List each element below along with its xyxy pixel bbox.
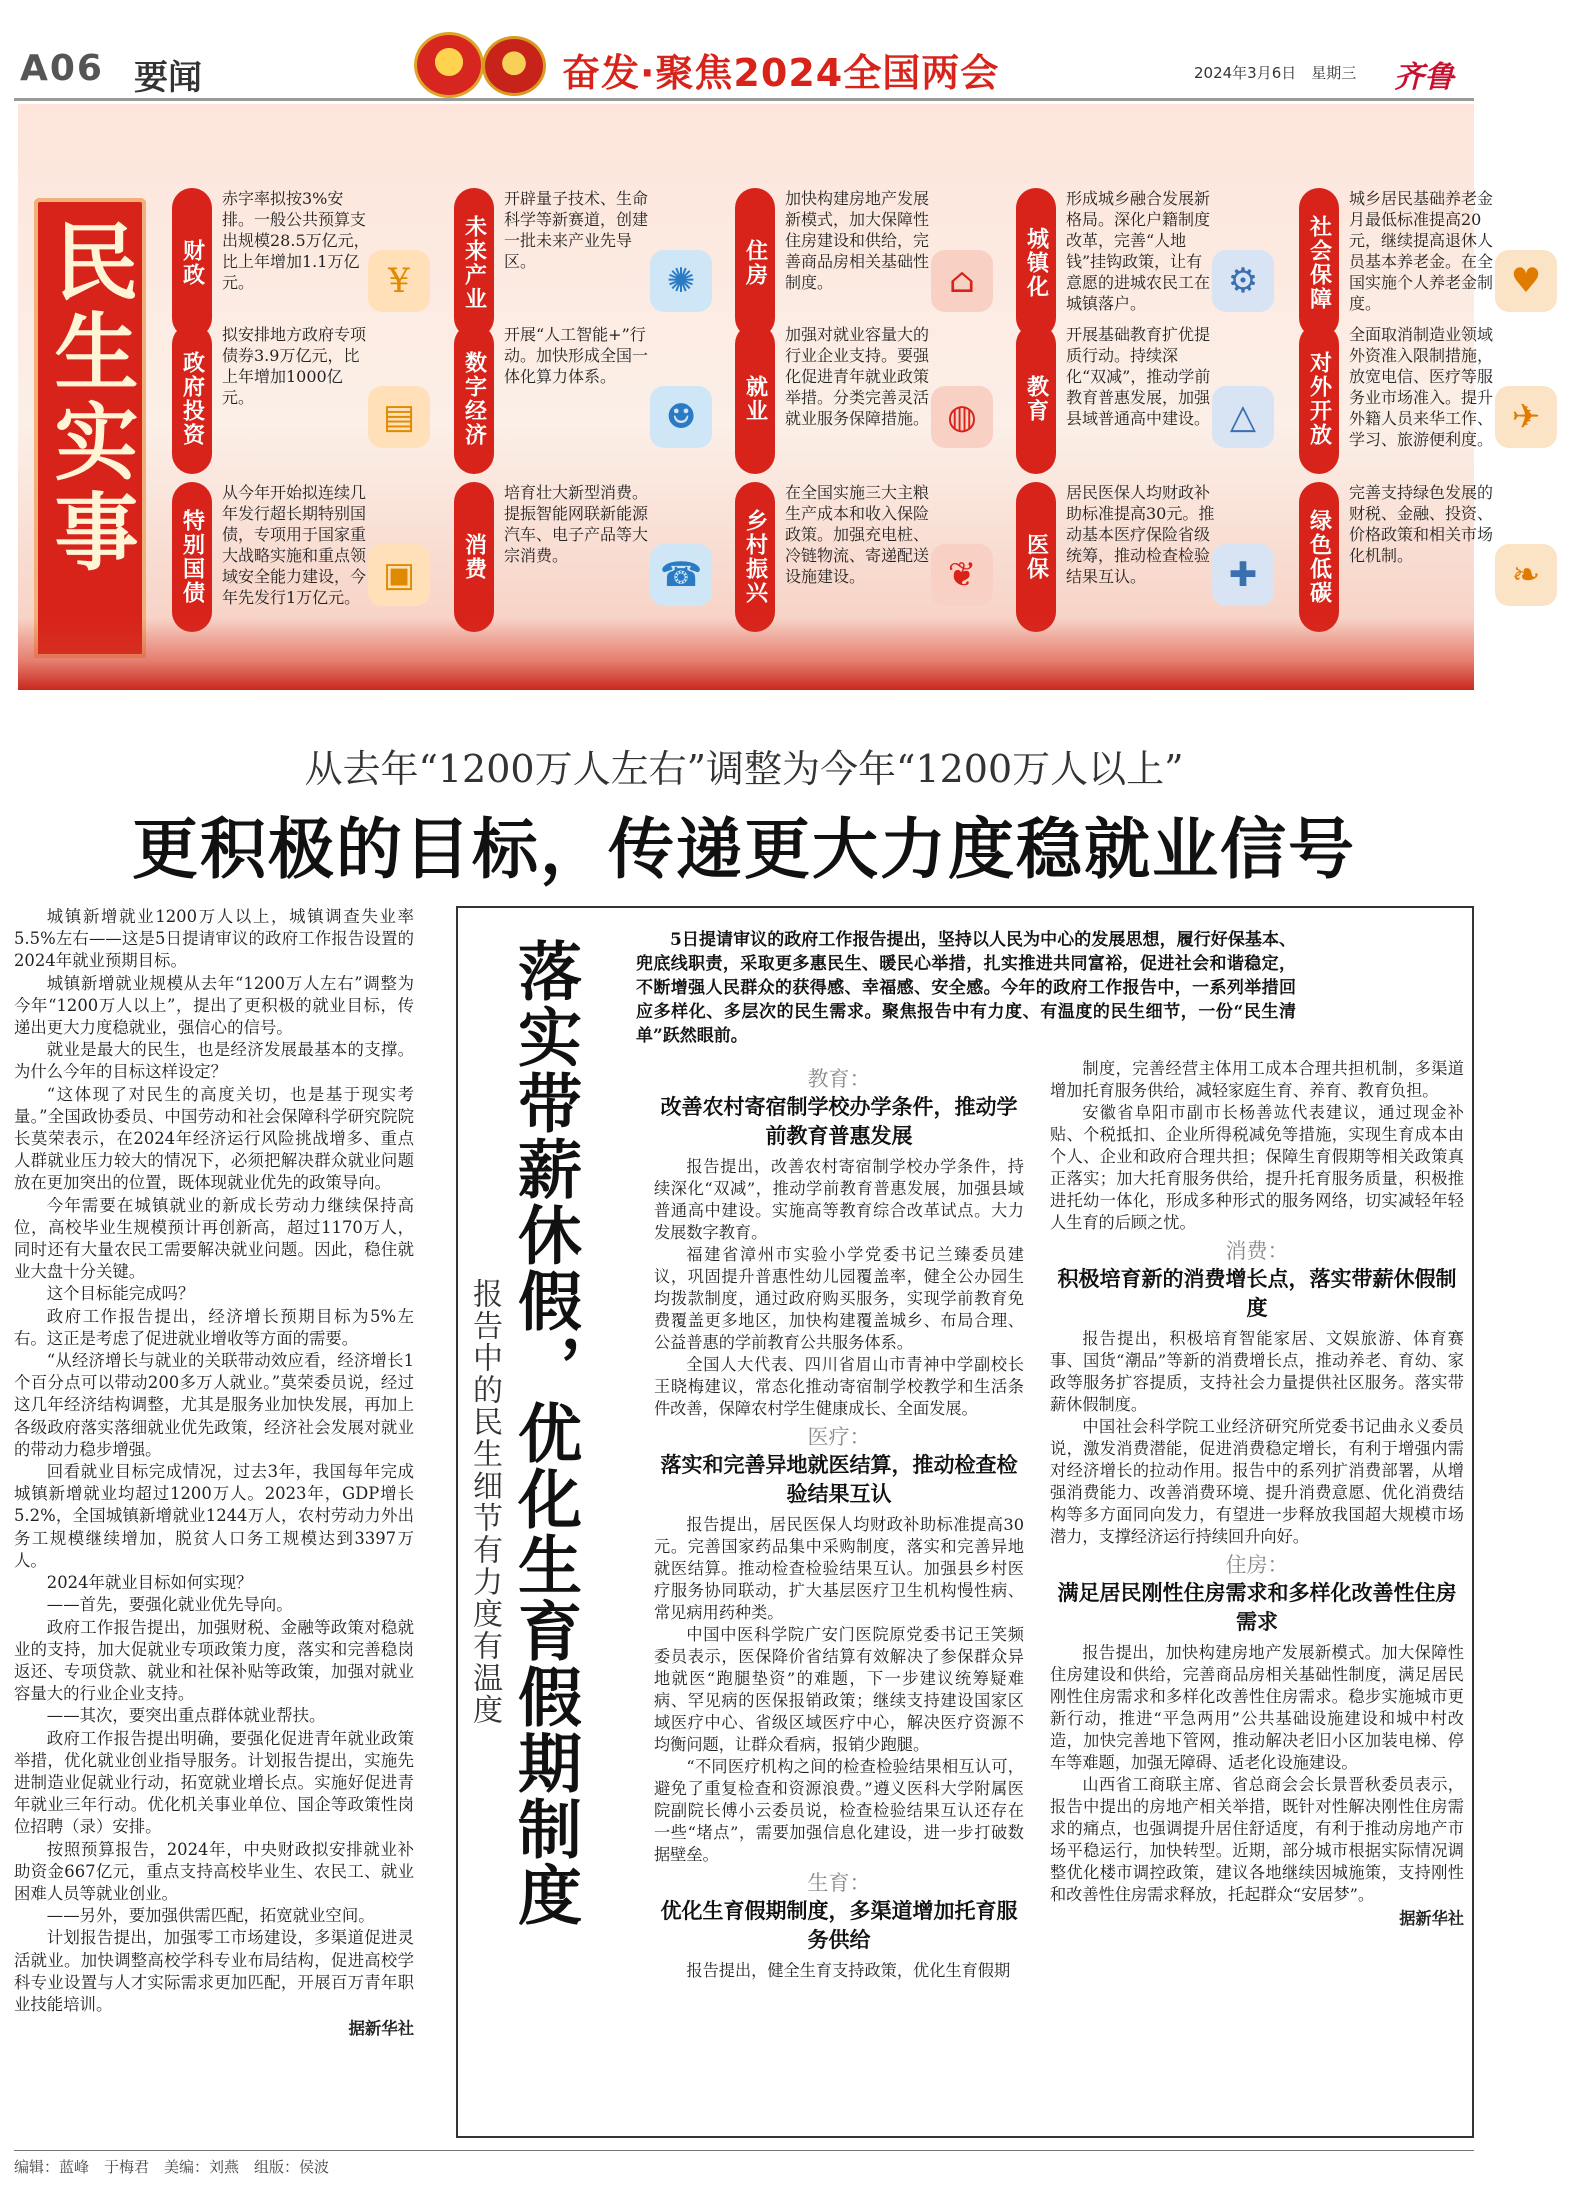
cell-tag: 社会保障 — [1299, 188, 1339, 338]
editor-credits: 编辑：蓝峰 于梅君 美编：刘燕 组版：侯波 — [14, 2158, 330, 2176]
feature-lead: 5日提请审议的政府工作报告提出，坚持以人民为中心的发展思想，履行好保基本、兜底线职责，采取更多惠民生、暖民心举措，扎实推进共同富裕，促进社会和谐稳定，不断增强人民群众的获得感、幸福感、安全感。今年的政府工作报告中，一系列举措回应多样化、多层次的民生需求。聚焦报告中有力度、有温度的民生细节，一份“民生清单”跃然眼前。 — [636, 930, 1296, 1046]
cell-tag: 数字经济 — [454, 324, 494, 474]
article-paragraph: “这体现了对民生的高度关切，也是基于现实考量。”全国政协委员、中国劳动和社会保障科学研究院院长莫荣表示，在2024年经济运行风险挑战增多、重点人群就业压力较大的情况下，必须把解决群众就业问题放在更加突出的位置，既体现就业优先的政策导向。 — [14, 1084, 414, 1193]
house-icon: ⌂ — [931, 250, 993, 312]
article-headline: 更积极的目标，传递更大力度稳就业信号 — [132, 810, 1356, 888]
cell-text: 加快构建房地产发展新模式，加大保障性住房建设和供给，完善商品房相关基础性制度。 — [785, 189, 930, 292]
cell-tag: 特别国债 — [172, 482, 212, 632]
article-paragraph: 政府工作报告提出明确，要强化促进青年就业政策举措，优化就业创业指导服务。计划报告提出，实施先进制造业促就业行动，拓宽就业增长点。实施好促进青年就业三年行动。优化机关事业单位、国企等政策性岗位招聘（录）安排。 — [14, 1728, 414, 1837]
cell-text: 形成城乡融合发展新格局。深化户籍制度改革，完善“人地钱”挂钩政策，让有意愿的进城农民工在城镇落户。 — [1066, 189, 1211, 313]
livelihood-infographic — [18, 104, 1542, 690]
cell-tag: 消费 — [454, 482, 494, 632]
bond-icon: ▣ — [368, 544, 430, 606]
cell-tag: 住房 — [735, 188, 775, 338]
cell-text: 开辟量子技术、生命科学等新赛道，创建一批未来产业先导区。 — [504, 189, 649, 271]
cell-text: 完善支持绿色发展的财税、金融、投资、价格政策和相关市场化机制。 — [1349, 483, 1494, 565]
page-number: A06 — [20, 48, 104, 89]
infographic-cell — [735, 324, 1005, 484]
section-paragraph: 全国人大代表、四川省眉山市青神中学副校长王晓梅建议，常态化推动寄宿制学校教学和生活条件改善，保障农村学生健康成长、全面发展。 — [654, 1355, 1024, 1418]
article-paragraph: ——另外，要加强供需匹配，拓宽就业空间。 — [46, 1906, 375, 1926]
infographic-cell — [454, 324, 724, 484]
article-paragraph: 按照预算报告，2024年，中央财政拟安排就业补助资金667亿元，重点支持高校毕业生、农民工、就业困难人员等就业创业。 — [14, 1839, 414, 1903]
cell-tag: 绿色低碳 — [1299, 482, 1339, 632]
section-title: 落实和完善异地就医结算，推动检查检验结果互认 — [660, 1452, 1018, 1506]
cell-text: 培育壮大新型消费。提振智能网联新能源汽车、电子产品等大宗消费。 — [504, 483, 649, 565]
feature-headline: 落实带薪休假，优化生育假期制度 — [507, 938, 582, 1928]
infographic-cell — [172, 324, 442, 484]
wheat-icon: ❦ — [931, 544, 993, 606]
robot-icon: ☻ — [650, 386, 712, 448]
section-label: 教育： — [807, 1067, 871, 1091]
section-label: 住房： — [1225, 1553, 1289, 1577]
cell-text: 城乡居民基础养老金月最低标准提高20元，继续提高退休人员基本养老金。在全国实施个人养老金制度。 — [1349, 189, 1494, 313]
cell-text: 在全国实施三大主粮生产成本和收入保险政策。加强充电桩、冷链物流、寄递配送设施建设。 — [785, 483, 930, 586]
footer-divider — [14, 2150, 1474, 2151]
infographic-cell — [1299, 324, 1569, 484]
infographic-cell — [1016, 324, 1286, 484]
cell-text: 开展基础教育扩优提质行动。持续深化“双减”，推动学前教育普惠发展，加强县域普通高中建设。 — [1066, 325, 1211, 428]
cell-tag: 城镇化 — [1016, 188, 1056, 338]
article-paragraph: 城镇新增就业规模从去年“1200万人左右”调整为今年“1200万人以上”，提出了更积极的就业目标，传递出更大力度稳就业，强信心的信号。 — [14, 973, 414, 1038]
cell-tag: 对外开放 — [1299, 324, 1339, 474]
article-paragraph: ——其次，要突出重点群体就业帮扶。 — [46, 1706, 326, 1726]
cell-text: 开展“人工智能+”行动。加快形成全国一体化算力体系。 — [504, 325, 649, 386]
section-label: 消费： — [1225, 1239, 1289, 1263]
section-label: 生育： — [807, 1871, 871, 1895]
feature-column-right — [1050, 1058, 1464, 1930]
hands-icon: ♥ — [1495, 250, 1557, 312]
section-title: 优化生育假期制度，多渠道增加托育服务供给 — [660, 1898, 1018, 1952]
phone-icon: ☎ — [650, 544, 712, 606]
cell-text: 居民医保人均财政补助标准提高30元。推动基本医疗保险省级统筹，推动检查检验结果互认。 — [1066, 483, 1215, 586]
cell-text: 拟安排地方政府专项债券3.9万亿元，比上年增加1000亿元。 — [222, 325, 367, 407]
medkit-icon: ✚ — [1212, 544, 1274, 606]
national-emblem-icon — [414, 32, 484, 98]
cell-text: 加强对就业容量大的行业企业支持。要强化促进青年就业政策举措。分类完善灵活就业服务保障措施。 — [785, 325, 930, 428]
feature-subhead: 报告中的民生细节有力度有温度 — [467, 1278, 502, 1726]
section-paragraph: 报告提出，居民医保人均财政补助标准提高30元。完善国家药品集中采购制度，落实和完善异地就医结算。推动检查检验结果互认。加强县乡村医疗服务协同联动，扩大基层医疗卫生机构慢性病、常见病用药种类。 — [654, 1515, 1024, 1622]
date-line: 2024年3月6日 星期三 — [1194, 64, 1357, 82]
brain-icon: ✺ — [650, 250, 712, 312]
infographic-banner: 民生实事 — [34, 198, 146, 658]
section-paragraph: “不同医疗机构之间的检查检验结果相互认可，避免了重复检查和资源浪费。”遵义医科大学附属医院副院长傅小云委员说，检查检验结果互认还存在一些“堵点”，需要加强信息化建设，进一步打破数据壁垒。 — [654, 1757, 1024, 1864]
cell-tag: 医保 — [1016, 482, 1056, 632]
article-paragraph: ——首先，要强化就业优先导向。 — [46, 1595, 293, 1615]
masthead — [14, 30, 1474, 100]
section-paragraph: 制度，完善经营主体用工成本合理共担机制，多渠道增加托育服务供给，减轻家庭生育、养育、教育负担。 — [1050, 1059, 1464, 1100]
employment-article — [14, 906, 414, 2040]
section-title: 满足居民刚性住房需求和多样化改善性住房需求 — [1057, 1580, 1457, 1634]
article-paragraph: 2024年就业目标如何实现？ — [46, 1573, 253, 1593]
article-paragraph: 今年需要在城镇就业的新成长劳动力继续保持高位，高校毕业生规模预计再创新高，超过1170万人，同时还有大量农民工需要解决就业问题。因此，稳住就业大盘十分关键。 — [14, 1195, 414, 1282]
cell-tag: 乡村振兴 — [735, 482, 775, 632]
section-paragraph: 福建省漳州市实验小学党委书记兰臻委员建议，巩固提升普惠性幼儿园覆盖率，健全公办园生均拨款制度，通过政府购买服务，实现学前教育免费覆盖更多地区，加快构建覆盖城乡、布局合理、公益普惠的学前教育公共服务体系。 — [654, 1245, 1024, 1352]
cell-text: 从今年开始拟连续几年发行超长期特别国债，专项用于国家重大战略实施和重点领域安全能力建设，今年先发行1万亿元。 — [222, 483, 367, 607]
bill-icon: ▤ — [368, 386, 430, 448]
header-divider — [14, 98, 1474, 101]
feature-credit: 据新华社 — [1399, 1909, 1464, 1928]
article-paragraph: 政府工作报告提出，加强财税、金融等政策对稳就业的支持，加大促就业专项政策力度，落实和完善稳岗返还、专项贷款、就业和社保补贴等政策，加强对就业容量大的行业企业支持。 — [14, 1617, 414, 1704]
section-title: 改善农村寄宿制学校办学条件，推动学前教育普惠发展 — [660, 1094, 1018, 1148]
section-paragraph: 报告提出，健全生育支持政策，优化生育假期 — [686, 1961, 1011, 1980]
section-paragraph: 报告提出，加快构建房地产发展新模式。加大保障性住房建设和供给，完善商品房相关基础性制度，满足居民刚性住房需求和多样化改善性住房需求。稳步实施城市更新行动，推进“平急两用”公共基础设施建设和城中村改造，加快完善地下管网，推动解决老旧小区加装电梯、停车等难题，加强无障碍、适老化设施建设。 — [1050, 1643, 1464, 1772]
article-paragraph: 回看就业目标完成情况，过去3年，我国每年完成城镇新增就业均超过1200万人。2023年，GDP增长5.2%，全国城镇新增就业1244万人，农村劳动力外出务工规模继续增加，脱贫人口务工规模达到3397万人。 — [14, 1462, 414, 1570]
banner-title: 奋发·聚焦2024全国两会 — [562, 51, 1000, 95]
article-paragraph: 就业是最大的民生，也是经济发展最基本的支撑。为什么今年的目标这样设定？ — [14, 1040, 414, 1082]
section-paragraph: 山西省工商联主席、省总商会会长景晋秋委员表示，报告中提出的房地产相关举措，既针对性解决刚性住房需求的痛点，也强调提升居住舒适度，有利于推动房地产市场平稳运行，加快转型。近期，部分城市根据实际情况调整优化楼市调控政策，建议各地继续因城施策，支持刚性和改善性住房需求释放，托起群众“安居梦”。 — [1050, 1775, 1464, 1904]
crane-icon: ⚙ — [1212, 250, 1274, 312]
cell-tag: 财政 — [172, 188, 212, 338]
cell-tag: 教育 — [1016, 324, 1056, 474]
feature-box — [456, 906, 1474, 2138]
coin-icon: ¥ — [368, 250, 430, 312]
globe-icon: ◍ — [931, 386, 993, 448]
section-name: 要闻 — [134, 58, 202, 98]
article-paragraph: 计划报告提出，加强零工市场建设，多渠道促进灵活就业。加快调整高校学科专业布局结构，促进高校学科专业设置与人才实际需求更加匹配，开展百万青年职业技能培训。 — [14, 1928, 414, 2014]
leaf-icon: ❧ — [1495, 544, 1557, 606]
skyline-decoration — [18, 618, 1474, 690]
section-paragraph: 报告提出，改善农村寄宿制学校办学条件，持续深化“双减”，推动学前教育普惠发展，加强县域普通高中建设。实施高等教育综合改革试点。大力发展数字教育。 — [654, 1157, 1024, 1242]
cell-tag: 未来产业 — [454, 188, 494, 338]
article-paragraph: “从经济增长与就业的关联带动效应看，经济增长1个百分点可以带动200多万人就业。”莫荣委员说，经过这几年经济结构调整，尤其是服务业加快发展，再加上各级政府落实落细就业优先政策，经济社会发展对就业的带动力稳步增强。 — [14, 1351, 414, 1459]
section-paragraph: 中国社会科学院工业经济研究所党委书记曲永义委员说，激发消费潜能，促进消费稳定增长，有利于增强内需对经济增长的拉动作用。报告中的系列扩消费部署，从增强消费能力、改善消费环境、提升消费意愿、优化消费结构等多方面同向发力，有望进一步释放我国超大规模市场潜力，支撑经济运行持续回升向好。 — [1050, 1417, 1464, 1546]
section-label: 医疗： — [807, 1425, 871, 1449]
article-paragraph: 这个目标能完成吗？ — [46, 1284, 195, 1304]
ruler-icon: △ — [1212, 386, 1274, 448]
cppcc-emblem-icon — [482, 36, 546, 96]
article-credit: 据新华社 — [348, 2019, 414, 2039]
section-paragraph: 报告提出，积极培育智能家居、文娱旅游、体育赛事、国货“潮品”等新的消费增长点，推动养老、育幼、家政等服务扩容提质，支持社会力量提供社区服务。落实带薪休假制度。 — [1050, 1329, 1464, 1414]
cell-tag: 政府投资 — [172, 324, 212, 474]
cell-text: 赤字率拟按3%安排。一般公共预算支出规模28.5万亿元，比上年增加1.1万亿元。 — [222, 189, 370, 292]
section-paragraph: 安徽省阜阳市副市长杨善竑代表建议，通过现金补贴、个税抵扣、企业所得税减免等措施，实现生育成本由个人、企业和政府合理共担；保障生育假期等相关政策真正落实；加大托育服务供给，提升托育服务质量，积极推进托幼一体化，形成多种形式的服务网络，切实减轻年轻人生育的后顾之忧。 — [1050, 1103, 1464, 1232]
plane-icon: ✈ — [1495, 386, 1557, 448]
cell-text: 全面取消制造业领域外资准入限制措施，放宽电信、医疗等服务业市场准入。提升外籍人员来华工作、学习、旅游便利度。 — [1349, 325, 1494, 449]
paper-logo: 齐鲁 — [1394, 60, 1454, 95]
article-kicker: 从去年“1200万人左右”调整为今年“1200万人以上” — [304, 747, 1184, 791]
cell-tag: 就业 — [735, 324, 775, 474]
section-paragraph: 中国中医科学院广安门医院原党委书记王笑频委员表示，医保降价省结算有效解决了参保群众异地就医“跑腿垫资”的难题，下一步建议统筹疑难病、罕见病的医保报销政策；继续支持建设国家区域医疗中心、省级区域医疗中心，解决医疗资源不均衡问题，让群众看病，报销少跑腿。 — [654, 1625, 1024, 1754]
article-paragraph: 城镇新增就业1200万人以上，城镇调查失业率5.5%左右——这是5日提请审议的政府工作报告设置的2024年就业预期目标。 — [14, 907, 414, 971]
article-paragraph: 政府工作报告提出，经济增长预期目标为5%左右。这正是考虑了促进就业增收等方面的需要。 — [14, 1306, 414, 1348]
section-title: 积极培育新的消费增长点，落实带薪休假制度 — [1057, 1266, 1457, 1320]
feature-column-left — [654, 1062, 1024, 1982]
